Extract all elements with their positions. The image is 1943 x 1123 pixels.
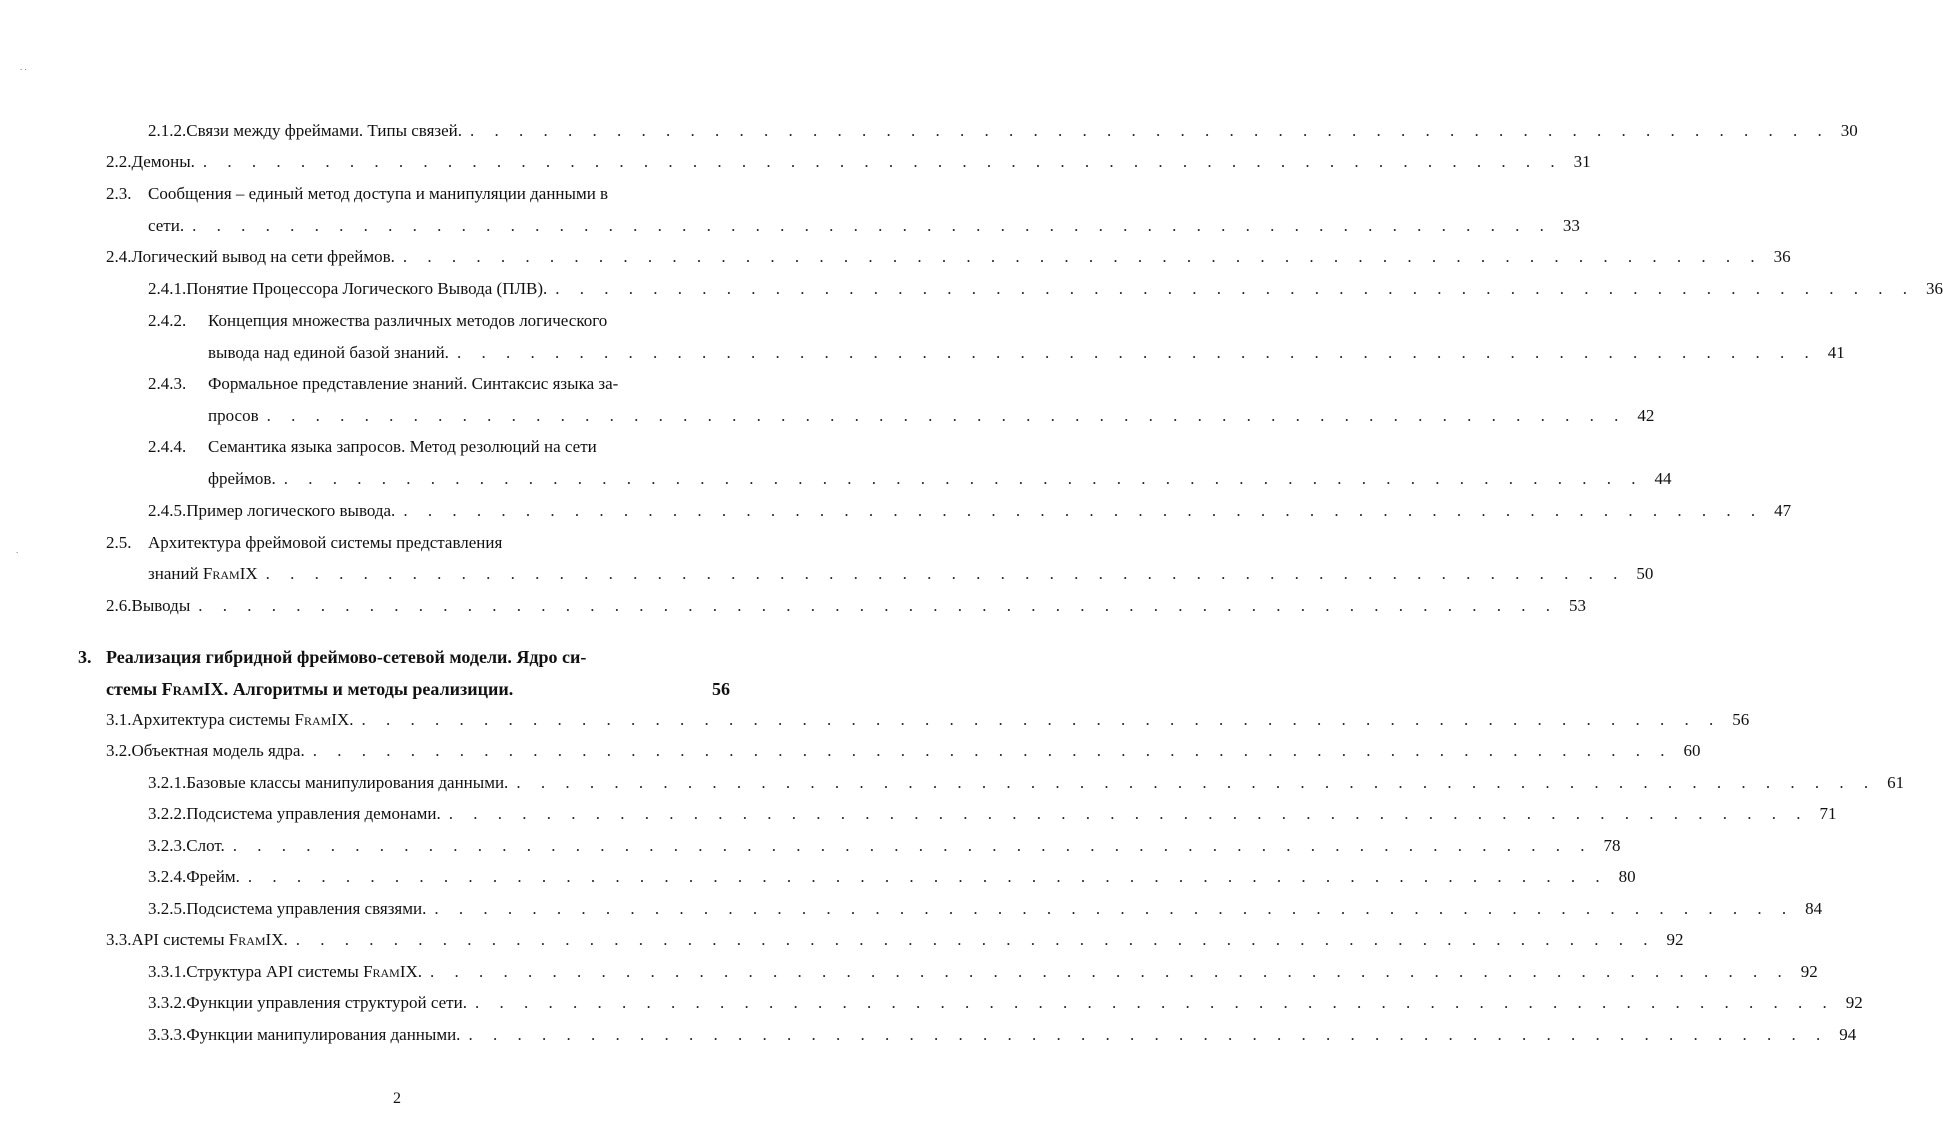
entry-title-punct: .	[283, 930, 288, 949]
toc-chapter-3-cont[interactable]	[106, 678, 730, 700]
dot-leader: . . . . . . . . . . . . . . . . . . . . . . . . . . . . . . . . . . . . . . . . . . . . . . . . . . . . . . . .	[470, 121, 1830, 140]
toc-entry-2-6[interactable]	[106, 595, 1587, 617]
entry-title: Выводы	[131, 596, 191, 615]
toc-entry-3-2-3[interactable]	[148, 835, 1621, 857]
dot-leader: . . . . . . . . . . . . . . . . . . . . . . . . . . . . . . . . . . . . . . . . . . . . . . . . . . . . . . . .	[403, 501, 1764, 520]
entry-title: Понятие Процессора Логического Вывода (ПЛВ).	[186, 279, 548, 298]
dot-leader: . . . . . . . . . . . . . . . . . . . . . . . . . . . . . . . . . . . . . . . . . . . . . . . . . . . . . . . .	[232, 836, 1593, 855]
toc-entry-2-3[interactable]	[106, 183, 730, 205]
entry-title-line1: Архитектура фреймовой системы представления	[148, 533, 503, 552]
dot-leader: . . . . . . . . . . . . . . . . . . . . . . . . . . . . . . . . . . . . . . . . . . . . . . . . . . . . . . . .	[430, 962, 1790, 981]
entry-title-word: знаний	[148, 564, 199, 583]
entry-page: 71	[1819, 804, 1837, 823]
entry-page: 36	[1773, 247, 1791, 266]
toc-entry-3-2-2[interactable]	[148, 803, 1837, 825]
entry-number: 3.1.	[106, 710, 132, 729]
dot-leader: . . . . . . . . . . . . . . . . . . . . . . . . . . . . . . . . . . . . . . . . . . . . . . . . . . . . . . . .	[198, 596, 1559, 615]
entry-number: 2.4.	[106, 247, 132, 266]
toc-entry-2-4-3-cont[interactable]	[208, 405, 1655, 427]
toc-entry-2-5-cont[interactable]	[148, 563, 1654, 585]
dot-leader: . . . . . . . . . . . . . . . . . . . . . . . . . . . . . . . . . . . . . . . . . . . . . . . . . . . . . . . .	[555, 279, 1916, 298]
entry-title-line1: Концепция множества различных методов логического	[208, 311, 608, 330]
dot-leader: . . . . . . . . . . . . . . . . . . . . . . . . . . . . . . . . . . . . . . . . . . . . . . . . . . . . . . . .	[402, 247, 1763, 266]
toc-entry-2-4-2-cont[interactable]	[208, 342, 1845, 364]
framix-name: FramIX	[202, 564, 258, 583]
entry-number: 2.6.	[106, 596, 132, 615]
toc-entry-2-4-2[interactable]	[148, 310, 730, 332]
entry-page: 78	[1603, 836, 1621, 855]
toc-entry-2-3-cont[interactable]	[148, 215, 1580, 237]
toc-entry-3-1[interactable]	[106, 709, 1750, 731]
dot-leader: . . . . . . . . . . . . . . . . . . . . . . . . . . . . . . . . . . . . . . . . . . . . . . . . . . . . . . . .	[202, 152, 1563, 171]
entry-title: Логический вывод на сети фреймов.	[131, 247, 395, 266]
entry-number: 3.2.	[106, 741, 132, 760]
entry-page: 60	[1683, 741, 1701, 760]
entry-title-line2	[148, 563, 258, 585]
entry-page: 94	[1839, 1025, 1857, 1044]
entry-page: 44	[1654, 469, 1672, 488]
entry-title-line2: вывода над единой базой знаний.	[208, 343, 449, 362]
entry-number: 3.2.3.	[148, 836, 187, 855]
entry-page: 92	[1666, 930, 1684, 949]
dot-leader: . . . . . . . . . . . . . . . . . . . . . . . . . . . . . . . . . . . . . . . . . . . . . . . . . . . . . . . .	[448, 804, 1809, 823]
entry-page: 41	[1827, 343, 1845, 362]
chapter-number: 3.	[78, 647, 92, 667]
entry-number: 3.2.4.	[148, 867, 187, 886]
entry-page: 50	[1636, 564, 1654, 583]
entry-number: 3.3.	[106, 930, 132, 949]
entry-number: 2.5.	[106, 533, 132, 552]
entry-page: 30	[1840, 121, 1858, 140]
toc-entry-2-1-2[interactable]	[148, 120, 1858, 142]
entry-title: Функции управления структурой сети.	[186, 993, 467, 1012]
chapter-title-line2	[106, 678, 513, 700]
chapter-title-line1: Реализация гибридной фреймово-сетевой модели. Ядро си-	[106, 647, 587, 667]
page-number: 2	[393, 1090, 401, 1107]
entry-number: 3.2.1.	[148, 773, 187, 792]
toc-entry-2-4-4-cont[interactable]	[208, 468, 1672, 490]
entry-number: 2.4.3.	[148, 374, 187, 393]
toc-entry-2-4-1[interactable]	[148, 278, 1943, 300]
framix-name: FramIX	[294, 710, 350, 729]
chapter-page: 56	[712, 679, 730, 699]
entry-title: Пример логического вывода.	[186, 501, 396, 520]
toc-entry-3-2-1[interactable]	[148, 772, 1905, 794]
entry-page: 80	[1618, 867, 1636, 886]
entry-title: Фрейм.	[186, 867, 240, 886]
toc-entry-2-4[interactable]	[106, 246, 1791, 268]
entry-page: 53	[1569, 596, 1587, 615]
entry-number: 2.4.2.	[148, 311, 187, 330]
entry-title	[186, 961, 422, 983]
dot-leader: . . . . . . . . . . . . . . . . . . . . . . . . . . . . . . . . . . . . . . . . . . . . . . . . . . . . . . . .	[468, 1025, 1829, 1044]
entry-number: 3.2.2.	[148, 804, 187, 823]
entry-page: 36	[1926, 279, 1943, 298]
entry-title	[132, 709, 354, 731]
entry-number: 3.3.1.	[148, 962, 187, 981]
toc-chapter-3[interactable]	[78, 646, 730, 668]
toc-entry-3-2-5[interactable]	[148, 898, 1823, 920]
entry-page: 47	[1774, 501, 1792, 520]
toc-entry-3-3-1[interactable]	[148, 961, 1818, 983]
dot-leader: . . . . . . . . . . . . . . . . . . . . . . . . . . . . . . . . . . . . . . . . . . . . . . . . . . . . . . . .	[247, 867, 1608, 886]
entry-title-text: API системы	[131, 930, 225, 949]
entry-page: 92	[1800, 962, 1818, 981]
scan-mark: .	[16, 545, 19, 555]
framix-name: FramIX	[161, 679, 224, 699]
entry-title: Подсистема управления связями.	[186, 899, 427, 918]
framix-name: FramIX	[363, 962, 418, 981]
entry-page: 31	[1573, 152, 1591, 171]
entry-title-text: Структура API системы	[186, 962, 359, 981]
dot-leader: . . . . . . . . . . . . . . . . . . . . . . . . . . . . . . . . . . . . . . . . . . . . . . . . . . . . . . . .	[474, 993, 1835, 1012]
chapter-title-word: стемы	[106, 679, 158, 699]
entry-title: Связи между фреймами. Типы связей.	[186, 121, 463, 140]
entry-page: 84	[1805, 899, 1823, 918]
entry-title: Слот.	[186, 836, 225, 855]
entry-title-line1: Формальное представление знаний. Синтаксис языка за-	[208, 374, 619, 393]
entry-title-line1: Сообщения – единый метод доступа и манипуляции данными в	[148, 184, 609, 203]
entry-title: Демоны.	[131, 152, 195, 171]
entry-title: Функции манипулирования данными.	[186, 1025, 461, 1044]
dot-leader: . . . . . . . . . . . . . . . . . . . . . . . . . . . . . . . . . . . . . . . . . . . . . . . . . . . . . . . .	[312, 741, 1673, 760]
entry-title: Объектная модель ядра.	[131, 741, 305, 760]
entry-number: 2.4.5.	[148, 501, 187, 520]
entry-number: 3.3.3.	[148, 1025, 187, 1044]
dot-leader: . . . . . . . . . . . . . . . . . . . . . . . . . . . . . . . . . . . . . . . . . . . . . . . . . . . . . . . .	[283, 469, 1644, 488]
entry-page: 61	[1887, 773, 1905, 792]
entry-title: Базовые классы манипулирования данными.	[186, 773, 509, 792]
toc-entry-2-5[interactable]	[106, 532, 730, 554]
entry-page: 42	[1637, 406, 1655, 425]
dot-leader: . . . . . . . . . . . . . . . . . . . . . . . . . . . . . . . . . . . . . . . . . . . . . . . . . . . . . . . .	[266, 406, 1627, 425]
entry-title-punct: .	[417, 962, 423, 981]
entry-page: 92	[1845, 993, 1863, 1012]
toc-entry-3-2[interactable]	[106, 740, 1701, 762]
entry-title-line2: сети.	[148, 216, 185, 235]
dot-leader: . . . . . . . . . . . . . . . . . . . . . . . . . . . . . . . . . . . . . . . . . . . . . . . . . . . . . . . .	[456, 343, 1817, 362]
dot-leader: . . . . . . . . . . . . . . . . . . . . . . . . . . . . . . . . . . . . . . . . . . . . . . . . . . . . . . . .	[295, 930, 1656, 949]
entry-title	[132, 929, 288, 951]
toc-entry-2-2[interactable]	[106, 151, 1591, 173]
toc-entry-3-3[interactable]	[106, 929, 1684, 951]
dot-leader: . . . . . . . . . . . . . . . . . . . . . . . . . . . . . . . . . . . . . . . . . . . . . . . . . . . . . . . .	[516, 773, 1877, 792]
entry-title-line1: Семантика языка запросов. Метод резолюций на сети	[208, 437, 597, 456]
toc-entry-2-4-4[interactable]	[148, 436, 730, 458]
dot-leader: . . . . . . . . . . . . . . . . . . . . . . . . . . . . . . . . . . . . . . . . . . . . . . . . . . . . . . . .	[265, 564, 1626, 583]
entry-number: 3.3.2.	[148, 993, 187, 1012]
toc-entry-2-4-5[interactable]	[148, 500, 1792, 522]
entry-title-punct: .	[349, 710, 354, 729]
framix-name: FramIX	[228, 930, 284, 949]
entry-title-line2: фреймов.	[208, 469, 276, 488]
toc-entry-3-3-2[interactable]	[148, 992, 1863, 1014]
entry-number: 2.1.2.	[148, 121, 187, 140]
toc-entry-3-3-3[interactable]	[148, 1024, 1857, 1046]
dot-leader: . . . . . . . . . . . . . . . . . . . . . . . . . . . . . . . . . . . . . . . . . . . . . . . . . . . . . . . .	[192, 216, 1552, 235]
toc-entry-2-4-3[interactable]	[148, 373, 730, 395]
entry-number: 2.4.1.	[148, 279, 187, 298]
entry-number: 2.4.4.	[148, 437, 187, 456]
scan-mark: . .	[20, 62, 27, 72]
entry-page: 56	[1732, 710, 1750, 729]
entry-title-line2: просов	[208, 406, 259, 425]
entry-title-text: Архитектура системы	[131, 710, 291, 729]
entry-number: 2.3.	[106, 184, 132, 203]
dot-leader: . . . . . . . . . . . . . . . . . . . . . . . . . . . . . . . . . . . . . . . . . . . . . . . . . . . . . . . .	[434, 899, 1795, 918]
entry-number: 2.2.	[106, 152, 132, 171]
toc-entry-3-2-4[interactable]	[148, 866, 1636, 888]
entry-title: Подсистема управления демонами.	[186, 804, 441, 823]
entry-page: 33	[1562, 216, 1580, 235]
chapter-title-rest: . Алгоритмы и методы реализиции.	[223, 679, 514, 699]
entry-number: 3.2.5.	[148, 899, 187, 918]
dot-leader: . . . . . . . . . . . . . . . . . . . . . . . . . . . . . . . . . . . . . . . . . . . . . . . . . . . . . . . .	[361, 710, 1722, 729]
